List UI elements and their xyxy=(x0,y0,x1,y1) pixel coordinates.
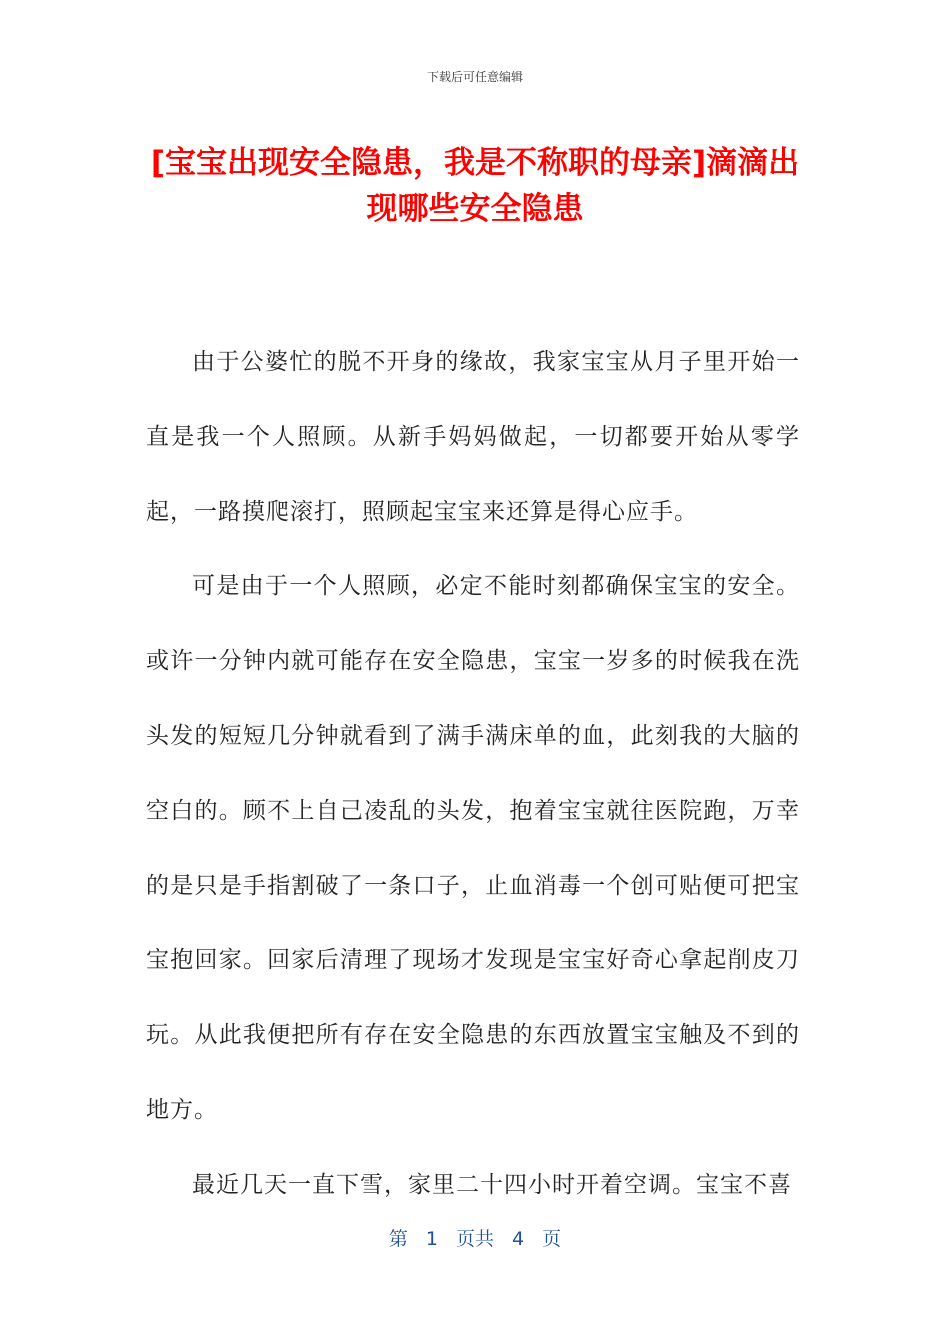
paragraph: 由于公婆忙的脱不开身的缘故，我家宝宝从月子里开始一直是我一个人照顾。从新手妈妈做起，一切都要开始从零学起，一路摸爬滚打，照顾起宝宝来还算是得心应手。 xyxy=(146,349,800,525)
paragraph: 最近几天一直下雪，家里二十四小时开着空调。宝宝不喜 xyxy=(192,1171,792,1198)
paragraph: 可是由于一个人照顾，必定不能时刻都确保宝宝的安全。或许一分钟内就可能存在安全隐患，宝宝一岁多的时候我在洗头发的短短几分钟就看到了满手满床单的血，此刻我的大脑的空白的。顾不上自己凌乱的头发，抱着宝宝就往医院跑，万幸的是只是手指割破了一条口子，止血消毒一个创可贴便可把宝宝抱回家。回家后清理了现场才发现是宝宝好奇心拿起削皮刀玩。从此我便把所有存在安全隐患的东西放置宝宝触及不到的地方。 xyxy=(146,573,800,1123)
document-title: [宝宝出现安全隐患，我是不称职的母亲]滴滴出现哪些安全隐患 xyxy=(150,145,800,227)
page-middle: 页共 xyxy=(455,1228,494,1250)
header-note: 下载后可任意编辑 xyxy=(426,70,523,84)
page-prefix: 第 xyxy=(388,1228,408,1250)
document-body xyxy=(146,325,800,1223)
page-number: 1 xyxy=(425,1228,438,1250)
page-footer xyxy=(0,1224,950,1251)
page-suffix: 页 xyxy=(542,1228,562,1250)
total-pages: 4 xyxy=(512,1228,525,1250)
